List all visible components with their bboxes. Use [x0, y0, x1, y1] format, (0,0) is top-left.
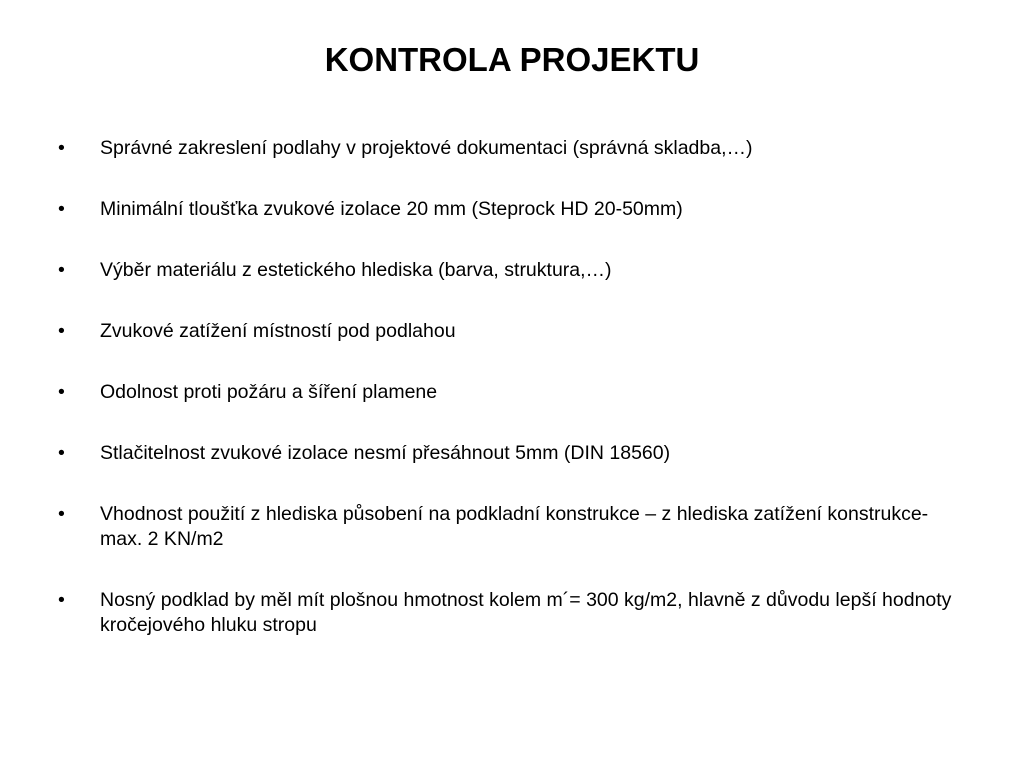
list-item-text: Správné zakreslení podlahy v projektové dokumentaci (správná skladba,…): [100, 137, 753, 159]
bullet-icon: •: [58, 259, 65, 281]
bullet-list: [58, 136, 968, 674]
list-item: [58, 319, 968, 344]
bullet-icon: •: [58, 503, 65, 525]
list-item: [58, 380, 968, 405]
bullet-icon: •: [58, 198, 65, 220]
slide-title: KONTROLA PROJEKTU: [324, 41, 700, 78]
list-item: [58, 136, 968, 161]
bullet-icon: •: [58, 589, 65, 611]
list-item: [58, 197, 968, 222]
bullet-icon: •: [58, 381, 65, 403]
bullet-icon: •: [58, 137, 65, 159]
list-item: [58, 588, 968, 638]
list-item-text: Minimální tloušťka zvukové izolace 20 mm (Steprock HD 20-50mm): [100, 198, 683, 220]
list-item-text: Výběr materiálu z estetického hlediska (barva, struktura,…): [100, 259, 612, 281]
bullet-icon: •: [58, 320, 65, 342]
list-item: [58, 502, 968, 552]
list-item: [58, 258, 968, 283]
list-item: [58, 441, 968, 466]
list-item-text: Zvukové zatížení místností pod podlahou: [100, 320, 456, 342]
list-item-text: Nosný podklad by měl mít plošnou hmotnost kolem m´= 300 kg/m2, hlavně z důvodu lepší hodnoty kročejového hluku stropu: [100, 589, 952, 636]
bullet-icon: •: [58, 442, 65, 464]
list-item-text: Stlačitelnost zvukové izolace nesmí přesáhnout 5mm (DIN 18560): [100, 442, 671, 464]
list-item-text: Odolnost proti požáru a šíření plamene: [100, 381, 438, 403]
list-item-text: Vhodnost použití z hlediska působení na podkladní konstrukce – z hlediska zatížení konstrukce- max. 2 KN/m2: [100, 503, 929, 550]
